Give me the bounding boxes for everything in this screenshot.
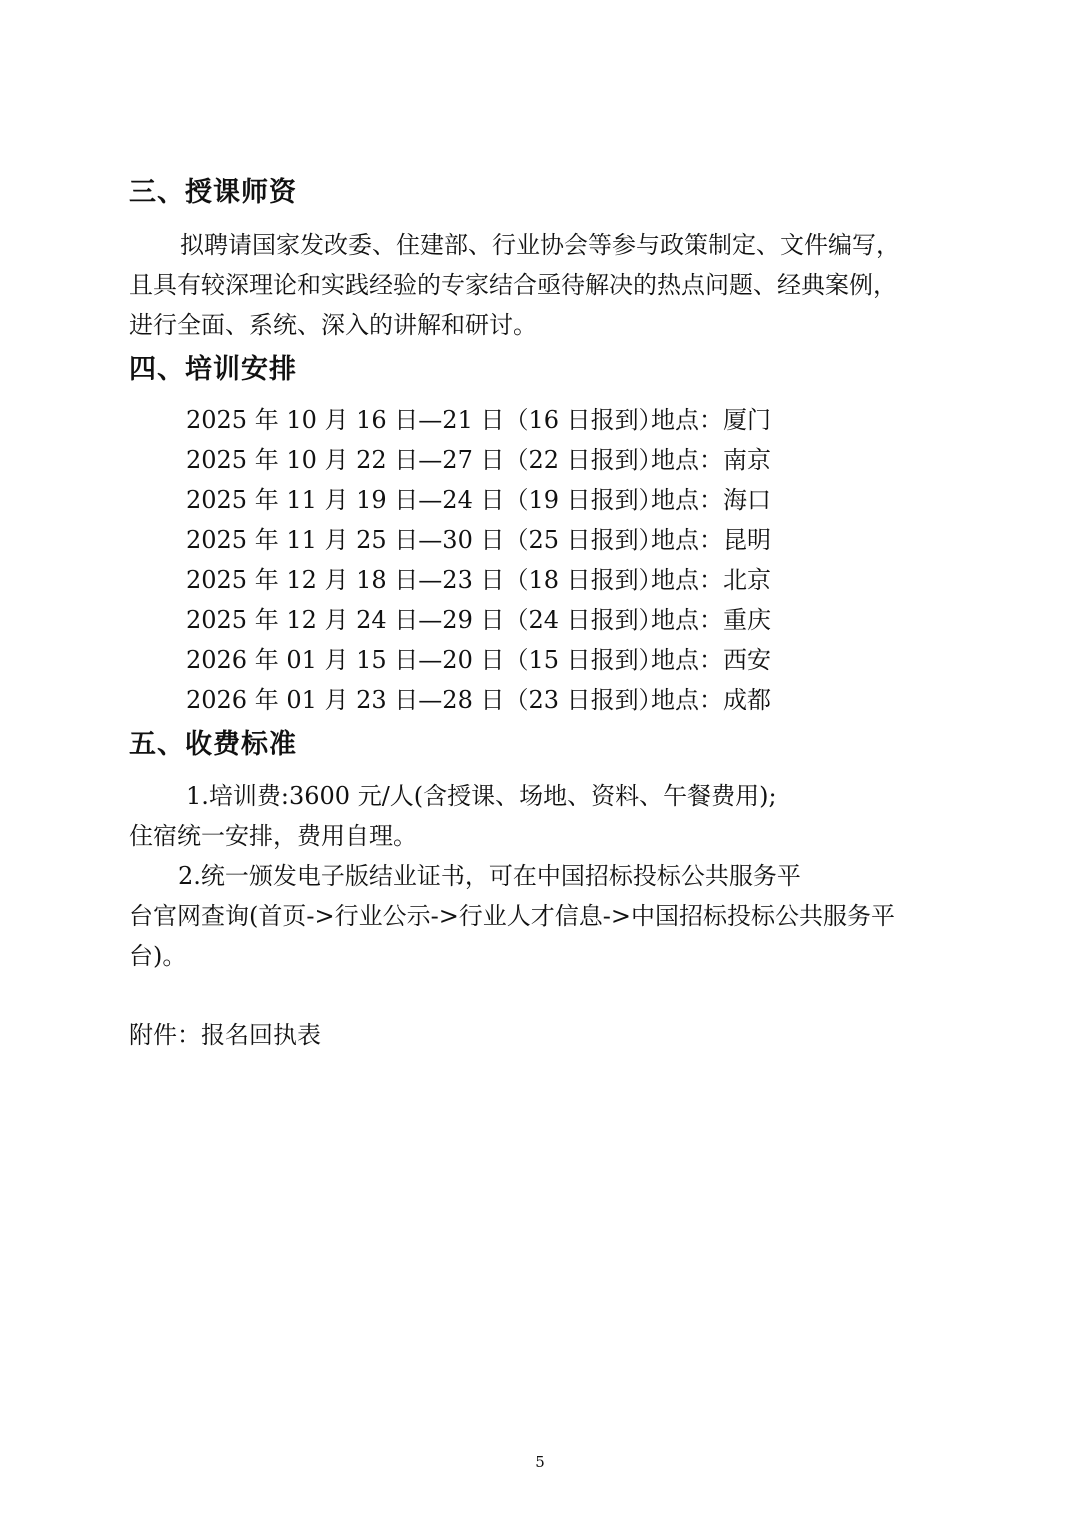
fee-item-2-line-3: 台)。 (129, 942, 187, 970)
schedule-dates: 2025 年 11 月 19 日—24 日（19 日报到） (186, 486, 663, 514)
schedule-location: 地点：成都 (651, 686, 771, 714)
schedule-dates: 2025 年 10 月 16 日—21 日（16 日报到） (186, 406, 663, 434)
schedule-row (186, 484, 771, 516)
schedule-dates: 2026 年 01 月 23 日—28 日（23 日报到） (186, 686, 663, 714)
section-heading-fees: 五、收费标准 (129, 729, 297, 760)
section-heading-schedule: 四、培训安排 (129, 354, 297, 385)
instructors-paragraph-line-3: 进行全面、系统、深入的讲解和研讨。 (129, 311, 537, 339)
schedule-dates: 2025 年 11 月 25 日—30 日（25 日报到） (186, 526, 663, 554)
section-heading-instructors: 三、授课师资 (129, 177, 297, 208)
schedule-location: 地点：西安 (651, 646, 771, 674)
instructors-paragraph-line-1: 拟聘请国家发改委、住建部、行业协会等参与政策制定、文件编写， (180, 231, 900, 259)
schedule-location: 地点：厦门 (651, 406, 771, 434)
schedule-dates: 2025 年 12 月 18 日—23 日（18 日报到） (186, 566, 663, 594)
fee-item-1-line-1: 1.培训费:3600 元/人(含授课、场地、资料、午餐费用); (186, 782, 777, 810)
instructors-paragraph-line-2: 且具有较深理论和实践经验的专家结合亟待解决的热点问题、经典案例， (129, 271, 897, 299)
schedule-row (186, 684, 771, 716)
schedule-dates: 2026 年 01 月 15 日—20 日（15 日报到） (186, 646, 663, 674)
schedule-location: 地点：昆明 (651, 526, 771, 554)
schedule-row (186, 524, 771, 556)
schedule-dates: 2025 年 10 月 22 日—27 日（22 日报到） (186, 446, 663, 474)
schedule-row (186, 404, 771, 436)
fee-item-2-line-2: 台官网查询(首页->行业公示->行业人才信息->中国招标投标公共服务平 (129, 902, 896, 930)
attachment-note: 附件：报名回执表 (129, 1021, 321, 1049)
fee-item-1-line-2: 住宿统一安排，费用自理。 (129, 822, 417, 850)
schedule-location: 地点：海口 (651, 486, 771, 514)
schedule-location: 地点：北京 (651, 566, 771, 594)
schedule-row (186, 564, 771, 596)
page-number: 5 (535, 1453, 545, 1471)
fee-item-2-line-1: 2.统一颁发电子版结业证书，可在中国招标投标公共服务平 (178, 862, 801, 890)
schedule-dates: 2025 年 12 月 24 日—29 日（24 日报到） (186, 606, 663, 634)
schedule-row (186, 644, 771, 676)
schedule-row (186, 444, 771, 476)
schedule-location: 地点：重庆 (651, 606, 771, 634)
schedule-row (186, 604, 771, 636)
schedule-location: 地点：南京 (651, 446, 771, 474)
